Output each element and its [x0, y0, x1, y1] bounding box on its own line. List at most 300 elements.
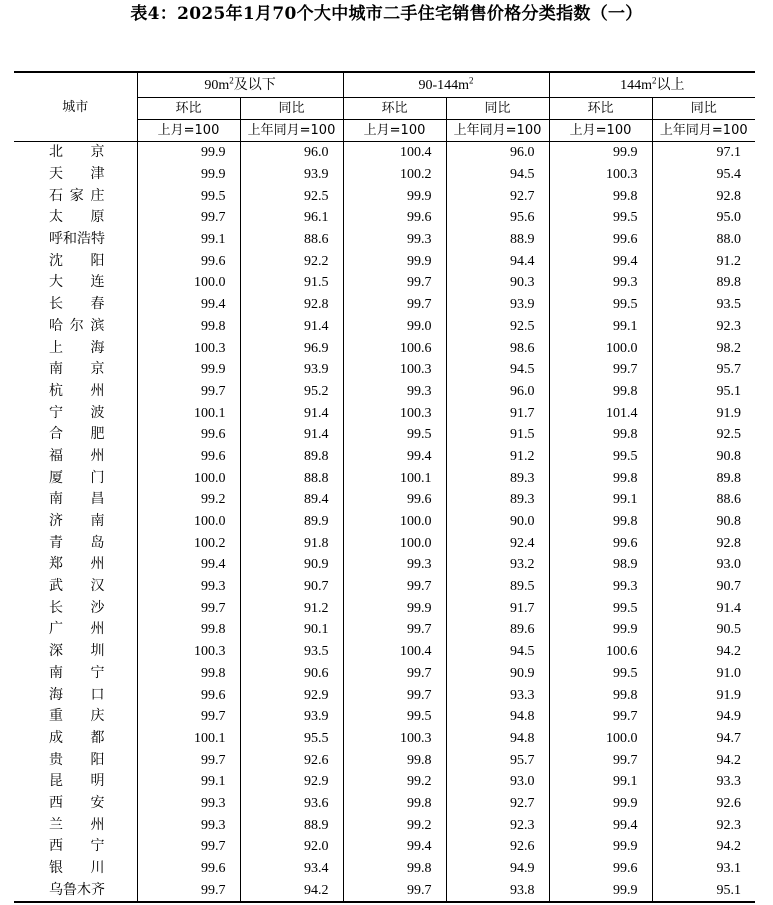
- index-value: 88.8: [240, 467, 343, 489]
- index-value: 100.3: [137, 337, 240, 359]
- city-name: 福州: [49, 447, 105, 464]
- index-value: 88.6: [652, 489, 755, 511]
- city-name: 天津: [49, 166, 105, 183]
- mom-header: 环比: [549, 98, 652, 120]
- index-value: 89.3: [446, 489, 549, 511]
- index-value: 92.0: [240, 836, 343, 858]
- table-row: [14, 771, 755, 793]
- index-value: 100.3: [549, 164, 652, 186]
- index-value: 88.9: [240, 814, 343, 836]
- index-value: 99.1: [549, 489, 652, 511]
- index-value: 93.4: [240, 858, 343, 880]
- index-value: 99.9: [137, 164, 240, 186]
- index-value: 89.8: [240, 446, 343, 468]
- index-value: 94.5: [446, 359, 549, 381]
- city-name: 贵阳: [49, 751, 105, 768]
- index-value: 99.7: [549, 749, 652, 771]
- index-value: 90.9: [240, 554, 343, 576]
- index-value: 92.3: [652, 814, 755, 836]
- index-value: 91.4: [240, 316, 343, 338]
- table-row: [14, 359, 755, 381]
- table-row: [14, 597, 755, 619]
- index-value: 100.6: [549, 641, 652, 663]
- index-value: 91.8: [240, 532, 343, 554]
- city-name: 上海: [49, 339, 105, 356]
- index-value: 94.9: [446, 858, 549, 880]
- index-value: 99.7: [343, 684, 446, 706]
- index-value: 100.3: [343, 402, 446, 424]
- index-value: 90.5: [652, 619, 755, 641]
- index-value: 92.8: [240, 294, 343, 316]
- index-value: 89.8: [652, 272, 755, 294]
- index-value: 99.8: [549, 511, 652, 533]
- index-value: 99.2: [137, 489, 240, 511]
- index-value: 99.6: [549, 858, 652, 880]
- table-row: [14, 164, 755, 186]
- index-value: 100.0: [137, 511, 240, 533]
- table-row: [14, 532, 755, 554]
- index-value: 99.3: [549, 576, 652, 598]
- index-value: 95.7: [652, 359, 755, 381]
- index-value: 101.4: [549, 402, 652, 424]
- index-value: 100.2: [137, 532, 240, 554]
- index-value: 99.8: [549, 424, 652, 446]
- index-value: 99.8: [549, 381, 652, 403]
- table-row: [14, 294, 755, 316]
- index-value: 95.0: [652, 207, 755, 229]
- index-value: 99.7: [137, 381, 240, 403]
- index-value: 91.2: [652, 250, 755, 272]
- index-value: 88.9: [446, 229, 549, 251]
- index-value: 100.3: [137, 641, 240, 663]
- index-value: 99.7: [137, 706, 240, 728]
- city-name: 深圳: [49, 643, 105, 660]
- yoy-header: 同比: [446, 98, 549, 120]
- index-value: 99.1: [549, 771, 652, 793]
- city-name: 长春: [49, 296, 105, 313]
- index-value: 93.9: [240, 164, 343, 186]
- index-value: 99.9: [549, 836, 652, 858]
- index-value: 99.5: [549, 446, 652, 468]
- index-value: 90.3: [446, 272, 549, 294]
- index-value: 95.6: [446, 207, 549, 229]
- city-name: 昆明: [49, 773, 105, 790]
- index-value: 93.5: [240, 641, 343, 663]
- index-value: 99.5: [549, 207, 652, 229]
- index-value: 99.9: [549, 142, 652, 164]
- index-value: 100.6: [343, 337, 446, 359]
- city-name: 宁波: [49, 404, 105, 421]
- index-value: 99.9: [549, 793, 652, 815]
- table-row: [14, 619, 755, 641]
- mom-header: 环比: [137, 98, 240, 120]
- index-value: 99.8: [343, 749, 446, 771]
- index-value: 99.6: [549, 229, 652, 251]
- city-name: 南京: [49, 361, 105, 378]
- index-value: 99.7: [343, 272, 446, 294]
- index-value: 99.7: [137, 749, 240, 771]
- index-value: 95.4: [652, 164, 755, 186]
- index-value: 92.3: [652, 316, 755, 338]
- table-row: [14, 641, 755, 663]
- index-value: 99.3: [549, 272, 652, 294]
- yoy-base-header: 上年同月=100: [446, 120, 549, 142]
- index-value: 99.1: [137, 771, 240, 793]
- index-value: 93.2: [446, 554, 549, 576]
- table-header: [14, 72, 755, 142]
- index-value: 94.2: [652, 641, 755, 663]
- index-value: 99.7: [137, 207, 240, 229]
- index-value: 100.0: [549, 728, 652, 750]
- index-value: 99.6: [137, 424, 240, 446]
- table-body: [14, 142, 755, 903]
- index-value: 93.8: [446, 879, 549, 902]
- index-value: 96.1: [240, 207, 343, 229]
- group-header-small: $90m^2$及以下: [137, 72, 343, 98]
- index-value: 93.0: [652, 554, 755, 576]
- index-value: 89.5: [446, 576, 549, 598]
- index-value: 90.8: [652, 446, 755, 468]
- index-value: 99.3: [137, 814, 240, 836]
- index-value: 94.2: [652, 836, 755, 858]
- index-value: 95.1: [652, 381, 755, 403]
- table-row: [14, 663, 755, 685]
- index-value: 100.0: [343, 532, 446, 554]
- yoy-header: 同比: [652, 98, 755, 120]
- table-row: [14, 511, 755, 533]
- table-row: [14, 250, 755, 272]
- index-value: 99.6: [549, 532, 652, 554]
- index-value: 94.2: [240, 879, 343, 902]
- city-name: 长沙: [49, 599, 105, 616]
- table-row: [14, 749, 755, 771]
- index-value: 92.8: [652, 532, 755, 554]
- city-name: 乌鲁木齐: [14, 879, 137, 902]
- index-value: 99.6: [137, 446, 240, 468]
- table-row: [14, 793, 755, 815]
- index-value: 98.9: [549, 554, 652, 576]
- index-value: 97.1: [652, 142, 755, 164]
- index-value: 90.7: [652, 576, 755, 598]
- index-value: 90.0: [446, 511, 549, 533]
- index-value: 99.1: [137, 229, 240, 251]
- index-value: 89.6: [446, 619, 549, 641]
- index-value: 88.6: [240, 229, 343, 251]
- city-name: 济南: [49, 513, 105, 530]
- index-value: 91.2: [446, 446, 549, 468]
- city-name: 重庆: [49, 708, 105, 725]
- index-value: 99.8: [343, 858, 446, 880]
- index-value: 100.0: [343, 511, 446, 533]
- index-value: 99.5: [137, 185, 240, 207]
- table-row: [14, 316, 755, 338]
- city-name: 郑州: [49, 556, 105, 573]
- index-value: 91.0: [652, 663, 755, 685]
- index-value: 99.9: [137, 142, 240, 164]
- table-row: [14, 814, 755, 836]
- index-value: 99.4: [549, 250, 652, 272]
- index-value: 88.0: [652, 229, 755, 251]
- city-name: 哈尔滨: [49, 317, 105, 334]
- index-value: 91.4: [240, 424, 343, 446]
- table-row: [14, 879, 755, 902]
- group-header-medium: $90-144m^2$: [343, 72, 549, 98]
- index-value: 96.9: [240, 337, 343, 359]
- index-value: 99.9: [343, 597, 446, 619]
- table-row: [14, 467, 755, 489]
- index-value: 99.7: [343, 619, 446, 641]
- city-name: 银川: [49, 860, 105, 877]
- index-value: 99.8: [549, 467, 652, 489]
- index-value: 93.9: [446, 294, 549, 316]
- index-value: 96.0: [446, 381, 549, 403]
- index-value: 92.8: [652, 185, 755, 207]
- page-title: 表4：2025年1月70个大中城市二手住宅销售价格分类指数（一）: [130, 4, 643, 24]
- index-value: 91.5: [240, 272, 343, 294]
- index-value: 100.3: [343, 728, 446, 750]
- index-value: 99.2: [343, 771, 446, 793]
- index-value: 99.3: [137, 576, 240, 598]
- index-value: 93.9: [240, 359, 343, 381]
- index-value: 99.5: [343, 424, 446, 446]
- city-column-header: 城市: [14, 72, 137, 142]
- index-value: 100.1: [137, 728, 240, 750]
- index-value: 99.5: [343, 706, 446, 728]
- index-value: 100.0: [137, 467, 240, 489]
- index-value: 99.9: [137, 359, 240, 381]
- index-value: 99.8: [549, 185, 652, 207]
- index-value: 99.9: [549, 879, 652, 902]
- index-value: 93.9: [240, 706, 343, 728]
- table-row: [14, 836, 755, 858]
- index-value: 90.9: [446, 663, 549, 685]
- index-value: 99.8: [549, 684, 652, 706]
- index-value: 100.2: [343, 164, 446, 186]
- index-value: 96.0: [446, 142, 549, 164]
- index-value: 89.9: [240, 511, 343, 533]
- index-value: 92.6: [240, 749, 343, 771]
- index-value: 91.7: [446, 597, 549, 619]
- index-value: 91.4: [240, 402, 343, 424]
- yoy-base-header: 上年同月=100: [240, 120, 343, 142]
- index-value: 99.1: [549, 316, 652, 338]
- index-value: 99.7: [343, 663, 446, 685]
- city-name: 武汉: [49, 578, 105, 595]
- table-row: [14, 489, 755, 511]
- index-value: 89.4: [240, 489, 343, 511]
- city-name: 大连: [49, 274, 105, 291]
- group-header-large: $144m^2$以上: [549, 72, 755, 98]
- city-name: 南昌: [49, 491, 105, 508]
- index-value: 99.7: [343, 294, 446, 316]
- index-value: 99.8: [137, 619, 240, 641]
- index-value: 98.6: [446, 337, 549, 359]
- index-value: 92.9: [240, 771, 343, 793]
- index-value: 92.7: [446, 185, 549, 207]
- index-value: 90.7: [240, 576, 343, 598]
- index-value: 90.8: [652, 511, 755, 533]
- city-name: 南宁: [49, 664, 105, 681]
- index-value: 99.9: [549, 619, 652, 641]
- index-value: 100.1: [137, 402, 240, 424]
- city-name: 石家庄: [49, 187, 105, 204]
- index-value: 99.4: [137, 294, 240, 316]
- table-row: [14, 424, 755, 446]
- city-name: 太原: [49, 209, 105, 226]
- price-index-table: [14, 71, 755, 903]
- index-value: 99.6: [343, 489, 446, 511]
- index-value: 99.8: [137, 663, 240, 685]
- city-name: 西安: [49, 794, 105, 811]
- index-value: 92.5: [240, 185, 343, 207]
- index-value: 95.1: [652, 879, 755, 902]
- index-value: 92.2: [240, 250, 343, 272]
- index-value: 89.8: [652, 467, 755, 489]
- index-value: 99.2: [343, 814, 446, 836]
- table-row: [14, 207, 755, 229]
- index-value: 99.0: [343, 316, 446, 338]
- index-value: 94.8: [446, 706, 549, 728]
- index-value: 91.9: [652, 684, 755, 706]
- index-value: 99.4: [549, 814, 652, 836]
- index-value: 100.0: [549, 337, 652, 359]
- city-name: 厦门: [49, 469, 105, 486]
- mom-header: 环比: [343, 98, 446, 120]
- index-value: 98.2: [652, 337, 755, 359]
- index-value: 93.3: [652, 771, 755, 793]
- index-value: 99.7: [343, 879, 446, 902]
- table-row: [14, 185, 755, 207]
- index-value: 99.6: [137, 858, 240, 880]
- index-value: 100.3: [343, 359, 446, 381]
- city-name: 沈阳: [49, 252, 105, 269]
- index-value: 99.4: [343, 446, 446, 468]
- index-value: 91.2: [240, 597, 343, 619]
- index-value: 99.5: [549, 294, 652, 316]
- index-value: 99.6: [137, 684, 240, 706]
- index-value: 94.8: [446, 728, 549, 750]
- index-value: 100.4: [343, 641, 446, 663]
- table-row: [14, 728, 755, 750]
- index-value: 99.7: [549, 359, 652, 381]
- index-value: 99.9: [343, 185, 446, 207]
- index-value: 99.7: [549, 706, 652, 728]
- index-value: 92.5: [446, 316, 549, 338]
- index-value: 99.5: [549, 597, 652, 619]
- mom-base-header: 上月=100: [137, 120, 240, 142]
- index-value: 94.5: [446, 641, 549, 663]
- table-row: [14, 706, 755, 728]
- city-name: 杭州: [49, 382, 105, 399]
- table-row: [14, 337, 755, 359]
- table-row: [14, 684, 755, 706]
- table-row: [14, 381, 755, 403]
- table-row: [14, 446, 755, 468]
- index-value: 94.5: [446, 164, 549, 186]
- index-value: 99.4: [343, 836, 446, 858]
- index-value: 90.6: [240, 663, 343, 685]
- table-row: [14, 858, 755, 880]
- index-value: 91.7: [446, 402, 549, 424]
- table-row: [14, 272, 755, 294]
- table-row: [14, 554, 755, 576]
- index-value: 92.4: [446, 532, 549, 554]
- index-value: 99.5: [549, 663, 652, 685]
- yoy-base-header: 上年同月=100: [652, 120, 755, 142]
- index-value: 99.7: [137, 597, 240, 619]
- index-value: 93.3: [446, 684, 549, 706]
- index-value: 100.0: [137, 272, 240, 294]
- index-value: 93.6: [240, 793, 343, 815]
- index-value: 99.3: [343, 229, 446, 251]
- index-value: 92.6: [446, 836, 549, 858]
- index-value: 99.7: [137, 879, 240, 902]
- index-value: 99.9: [343, 250, 446, 272]
- city-name: 西宁: [49, 838, 105, 855]
- index-value: 99.6: [137, 250, 240, 272]
- index-value: 99.3: [137, 793, 240, 815]
- index-value: 99.7: [343, 576, 446, 598]
- index-value: 99.3: [343, 554, 446, 576]
- table-row: [14, 142, 755, 164]
- index-value: 99.6: [343, 207, 446, 229]
- index-value: 92.7: [446, 793, 549, 815]
- index-value: 93.5: [652, 294, 755, 316]
- index-value: 93.1: [652, 858, 755, 880]
- city-name: 成都: [49, 729, 105, 746]
- city-name: 海口: [49, 686, 105, 703]
- index-value: 94.7: [652, 728, 755, 750]
- index-value: 92.5: [652, 424, 755, 446]
- city-name: 青岛: [49, 534, 105, 551]
- index-value: 92.3: [446, 814, 549, 836]
- city-name: 北京: [49, 144, 105, 161]
- yoy-header: 同比: [240, 98, 343, 120]
- city-name: 合肥: [49, 426, 105, 443]
- index-value: 99.4: [137, 554, 240, 576]
- mom-base-header: 上月=100: [343, 120, 446, 142]
- index-value: 100.4: [343, 142, 446, 164]
- city-name: 兰州: [49, 816, 105, 833]
- index-value: 99.8: [137, 316, 240, 338]
- table-row: [14, 229, 755, 251]
- index-value: 94.9: [652, 706, 755, 728]
- index-value: 92.9: [240, 684, 343, 706]
- index-value: 89.3: [446, 467, 549, 489]
- index-value: 95.7: [446, 749, 549, 771]
- index-value: 91.4: [652, 597, 755, 619]
- table-row: [14, 402, 755, 424]
- mom-base-header: 上月=100: [549, 120, 652, 142]
- index-value: 100.1: [343, 467, 446, 489]
- index-value: 95.2: [240, 381, 343, 403]
- index-value: 99.7: [137, 836, 240, 858]
- index-value: 90.1: [240, 619, 343, 641]
- index-value: 94.2: [652, 749, 755, 771]
- city-name: 广州: [49, 621, 105, 638]
- index-value: 99.8: [343, 793, 446, 815]
- index-value: 91.5: [446, 424, 549, 446]
- index-value: 91.9: [652, 402, 755, 424]
- index-value: 95.5: [240, 728, 343, 750]
- index-value: 96.0: [240, 142, 343, 164]
- index-value: 93.0: [446, 771, 549, 793]
- table-row: [14, 576, 755, 598]
- index-value: 92.6: [652, 793, 755, 815]
- index-value: 94.4: [446, 250, 549, 272]
- city-name: 呼和浩特: [49, 231, 105, 248]
- index-value: 99.3: [343, 381, 446, 403]
